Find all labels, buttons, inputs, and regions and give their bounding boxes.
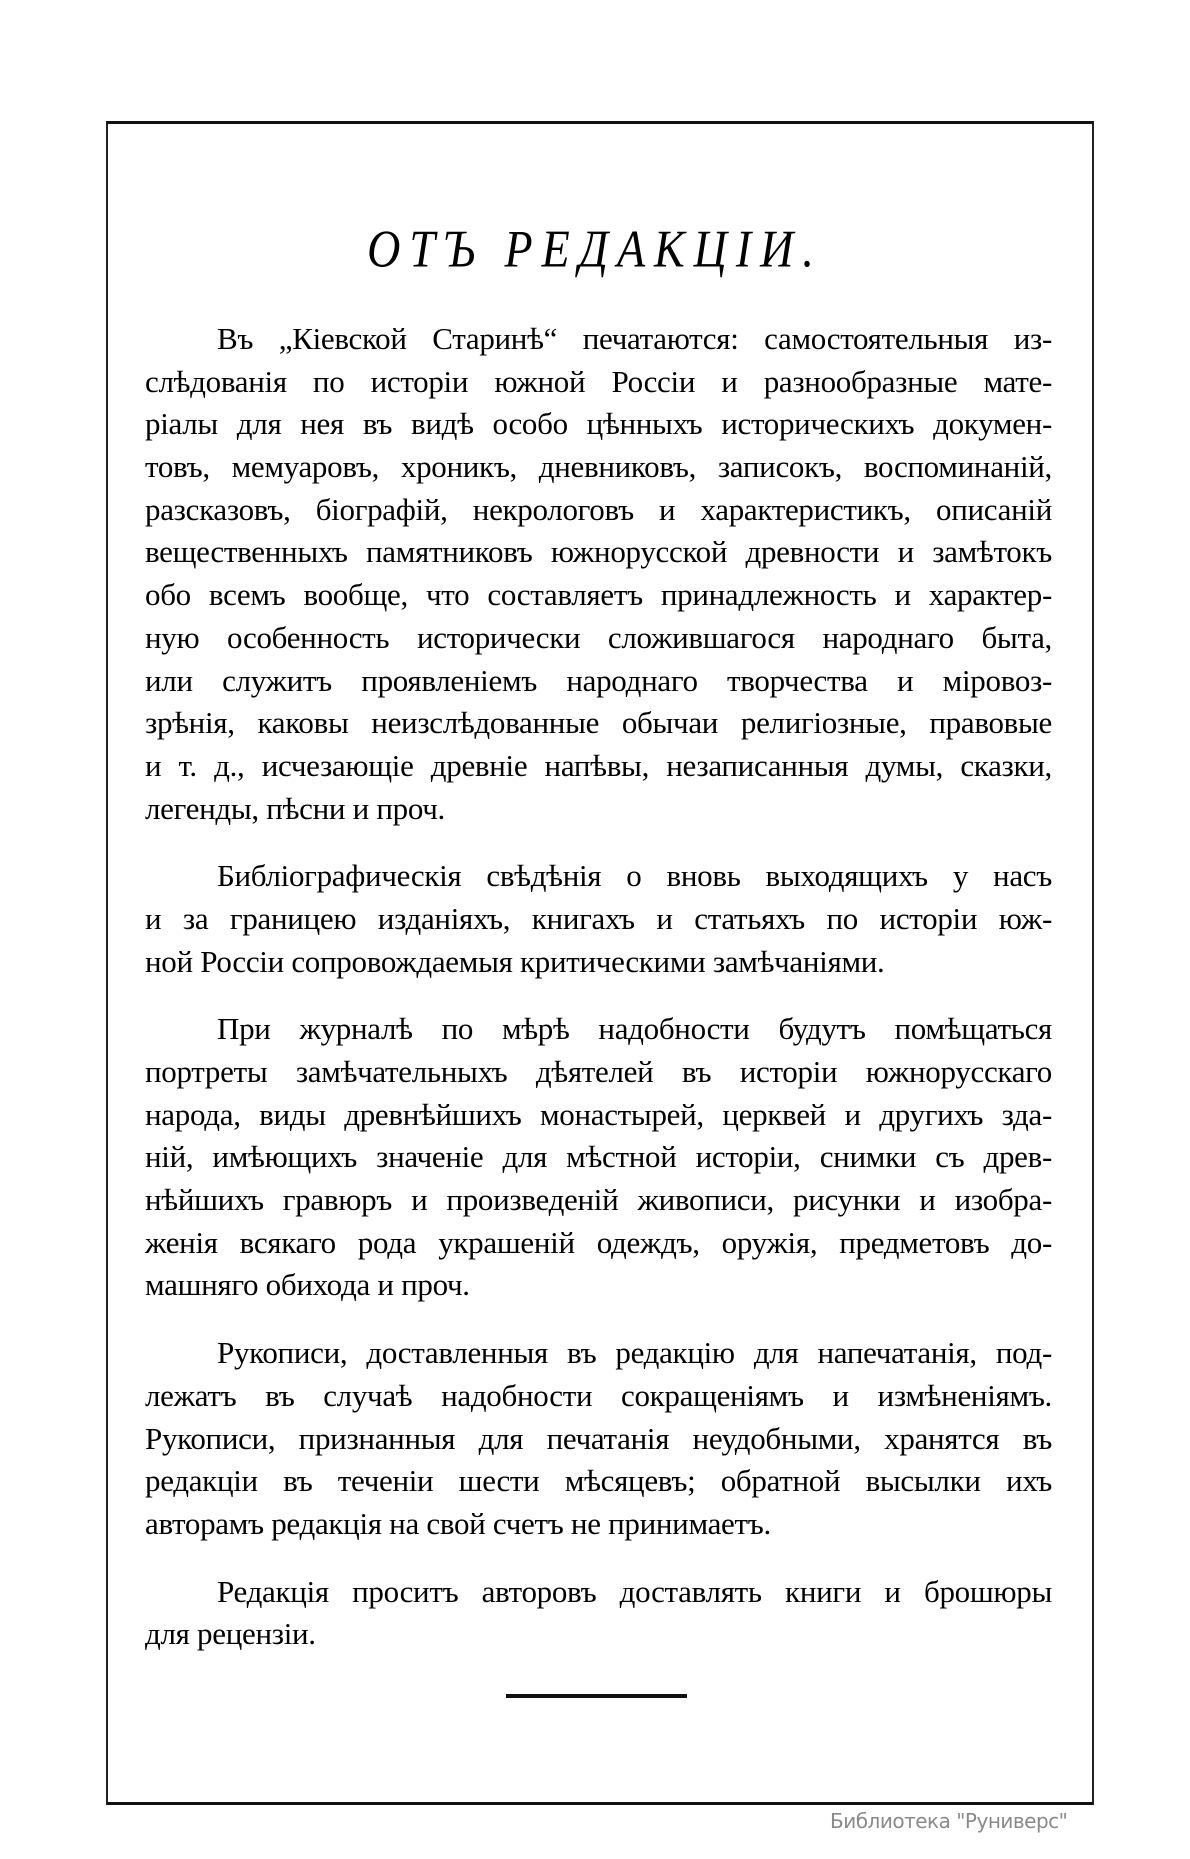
text-line: обо всемъ вообще, что составляетъ принадлежность и характер- — [145, 577, 1052, 613]
text-line: нѣйшихъ гравюръ и произведеній живописи, рисунки и изобра- — [145, 1182, 1052, 1218]
document-body — [145, 318, 1052, 1681]
text-line: При журналѣ по мѣрѣ надобности будутъ помѣщаться — [217, 1011, 1052, 1047]
text-line: Библіографическія свѣдѣнія о вновь выходящихъ у насъ — [217, 858, 1052, 894]
text-line: авторамъ редакція на свой счетъ не принимаетъ. — [145, 1505, 771, 1541]
text-line: Въ „Кіевской Старинѣ“ печатаются: самостоятельныя из- — [217, 321, 1052, 356]
paragraph — [145, 855, 1052, 983]
text-line: и за границею изданіяхъ, книгахъ и статьяхъ по исторіи юж- — [145, 900, 1052, 936]
library-watermark: Библиотека "Руниверс" — [830, 1809, 1068, 1833]
text-line: Рукописи, признанныя для печатанія неудобными, хранятся въ — [145, 1420, 1052, 1456]
text-line: товъ, мемуаровъ, хроникъ, дневниковъ, записокъ, воспоминаній, — [145, 449, 1052, 485]
text-line: лежатъ въ случаѣ надобности сокращеніямъ и измѣненіямъ. — [145, 1377, 1052, 1413]
page-title: ОТЪ РЕДАКЦIИ. — [367, 219, 823, 278]
paragraph — [145, 1571, 1052, 1656]
text-line: народа, виды древнѣйшихъ монастырей, церквей и другихъ зда- — [145, 1096, 1052, 1132]
text-line: и т. д., исчезающіе древніе напѣвы, незаписанныя думы, сказки, — [145, 747, 1052, 783]
text-line: слѣдованія по исторіи южной Россіи и разнообразные мате- — [145, 363, 1052, 399]
text-line: зрѣнія, каковы неизслѣдованные обычаи религіозные, правовые — [145, 705, 1052, 741]
text-line: для рецензіи. — [145, 1616, 316, 1652]
text-line: или служитъ проявленіемъ народнаго творчества и міровоз- — [145, 662, 1052, 698]
closing-rule — [506, 1694, 687, 1698]
text-line: машняго обихода и проч. — [145, 1267, 470, 1303]
text-line: редакціи въ теченіи шести мѣсяцевъ; обратной высылки ихъ — [145, 1463, 1052, 1499]
text-line: разсказовъ, біографій, некрологовъ и характеристикъ, описаній — [145, 491, 1052, 527]
text-line: ной Россіи сопровождаемыя критическими замѣчаніями. — [145, 943, 885, 979]
text-line: Рукописи, доставленныя въ редакцію для напечатанія, под- — [217, 1335, 1052, 1371]
paragraph — [145, 318, 1052, 830]
paragraph — [145, 1332, 1052, 1545]
text-line: ную особенность исторически сложившагося народнаго быта, — [145, 619, 1052, 655]
text-line: ній, имѣющихъ значеніе для мѣстной исторіи, снимки съ древ- — [145, 1139, 1052, 1175]
text-line: легенды, пѣсни и проч. — [145, 790, 445, 826]
paragraph — [145, 1008, 1052, 1307]
text-line: женія всякаго рода украшеній одеждъ, оружія, предметовъ до- — [145, 1224, 1052, 1260]
text-line: портреты замѣчательныхъ дѣятелей въ исторіи южнорусскаго — [145, 1054, 1052, 1089]
text-line: вещественныхъ памятниковъ южнорусской древности и замѣтокъ — [145, 534, 1052, 570]
text-line: Редакція проситъ авторовъ доставлять книги и брошюры — [217, 1573, 1052, 1609]
text-line: ріалы для нея въ видѣ особо цѣнныхъ историческихъ докумен- — [145, 406, 1052, 442]
